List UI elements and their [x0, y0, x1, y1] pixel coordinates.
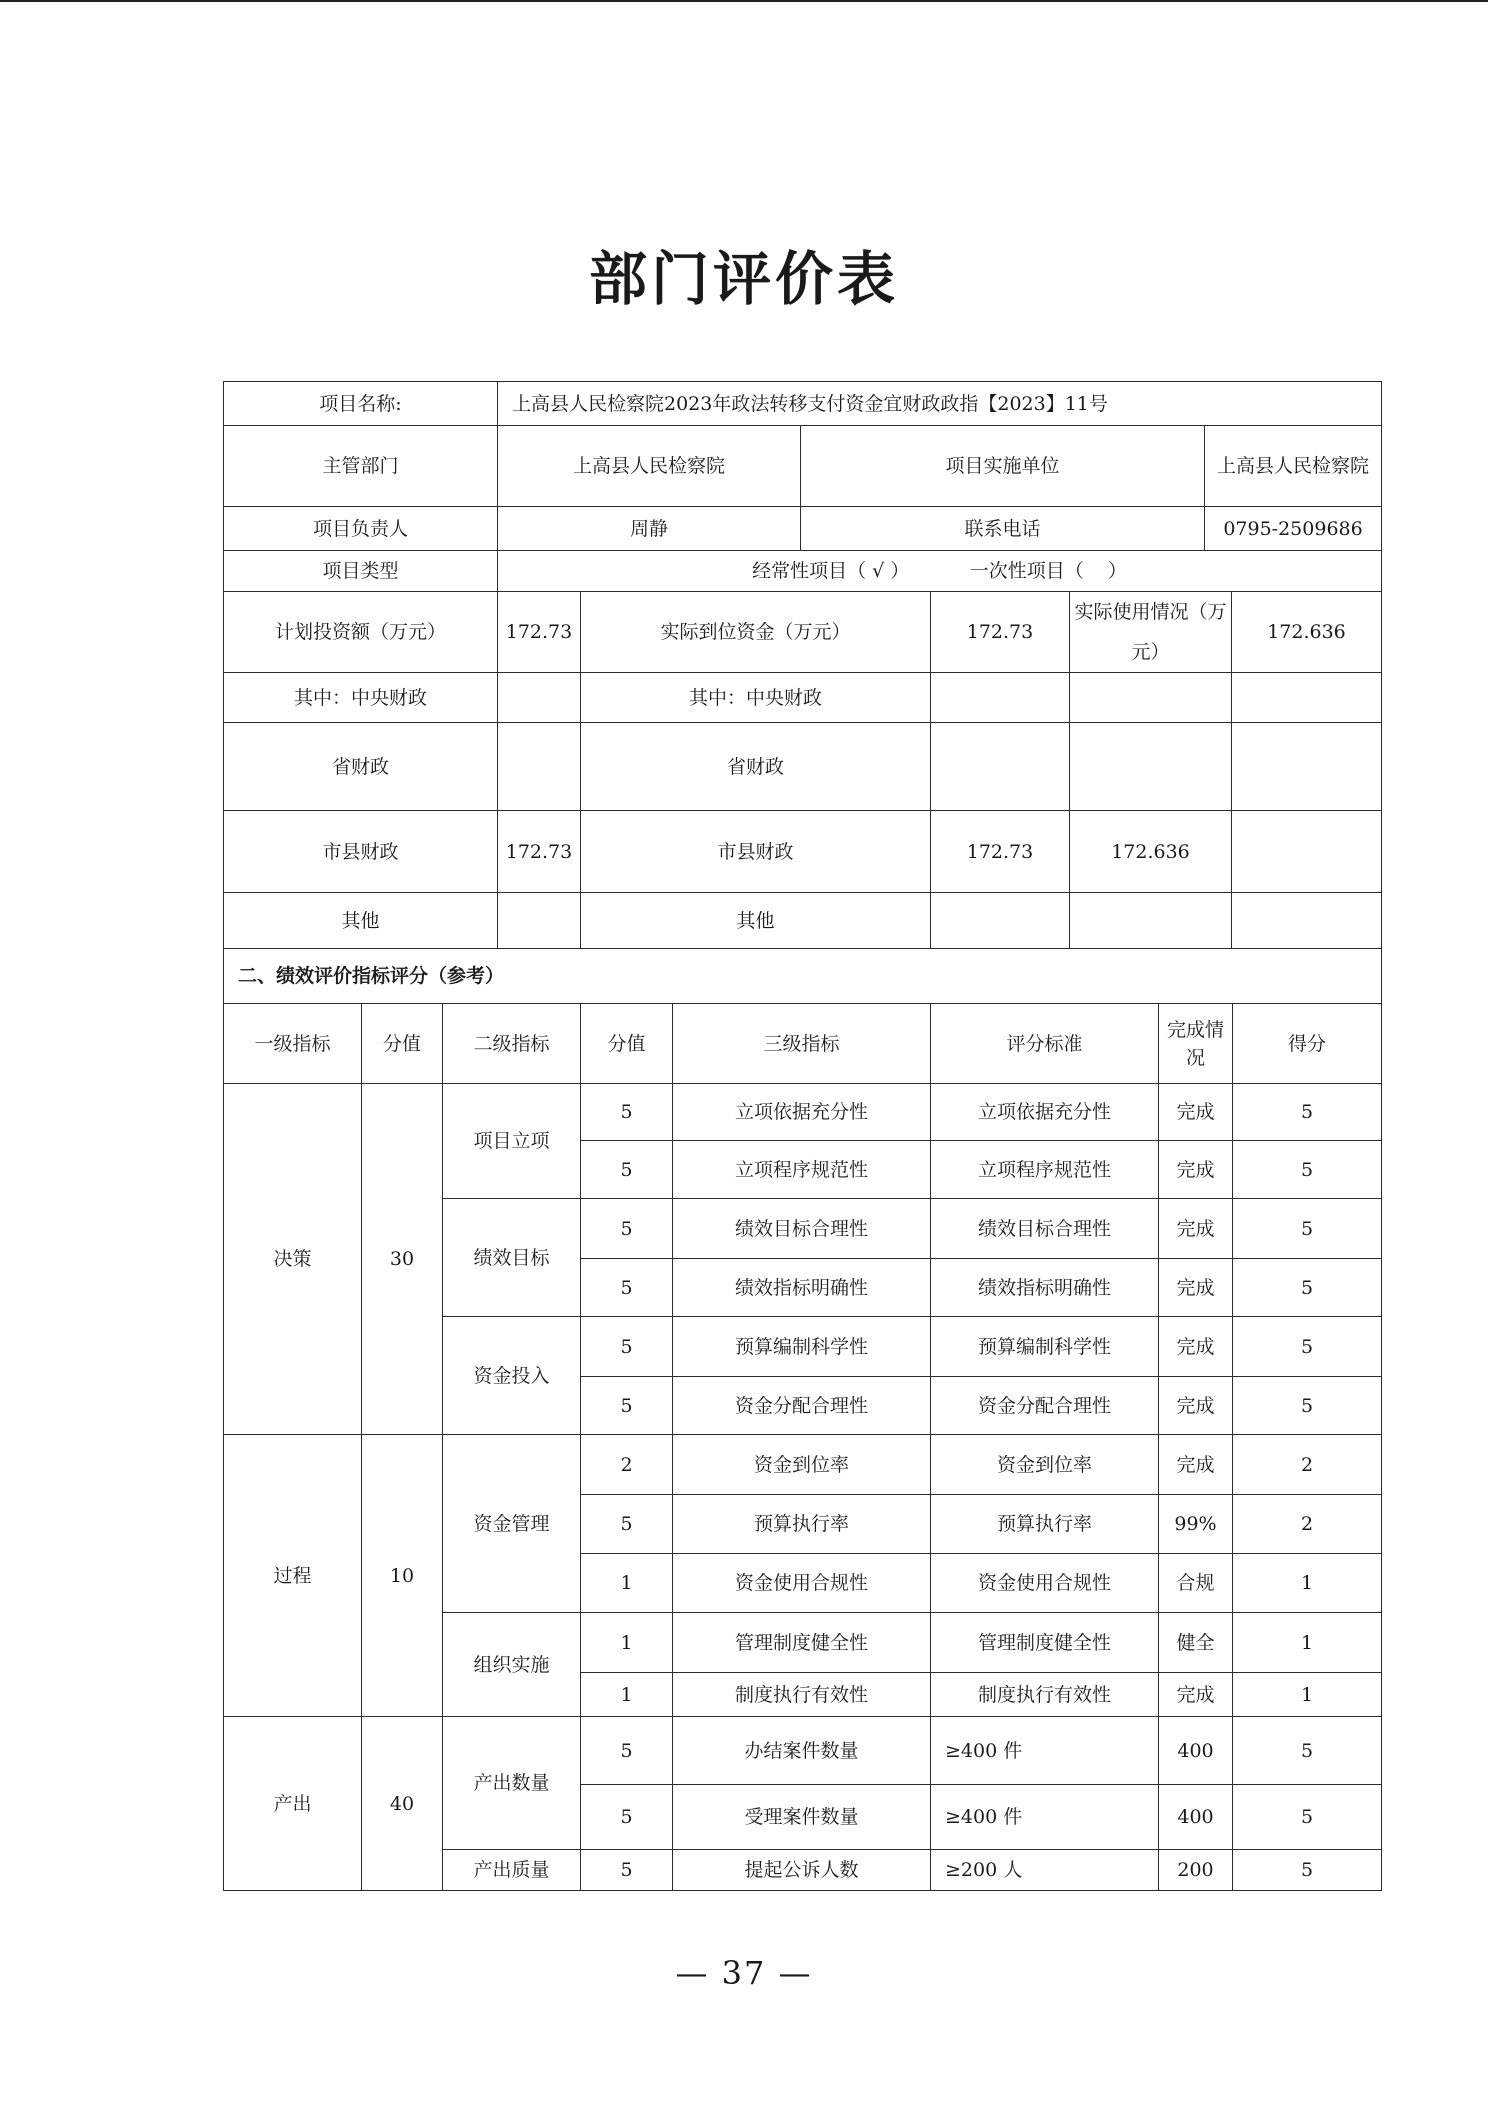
item-score: 5 [581, 1317, 673, 1377]
item-score: 5 [581, 1084, 673, 1141]
level1-cell: 决策 [224, 1084, 362, 1435]
project-name-value: 上高县人民检察院2023年政法转移支付资金宜财政政指【2023】11号 [498, 382, 1382, 426]
level2-cell: 资金投入 [443, 1317, 581, 1435]
item-completion: 完成 [1159, 1141, 1233, 1199]
item-got-score: 5 [1233, 1141, 1382, 1199]
fund-row-label2: 其他 [581, 893, 931, 949]
impl-unit-label: 项目实施单位 [801, 426, 1205, 507]
header-got-score: 得分 [1233, 1004, 1382, 1084]
fund-row-usage [1070, 673, 1232, 723]
item-completion: 400 [1159, 1717, 1233, 1785]
item-level3: 制度执行有效性 [673, 1673, 931, 1717]
usage-label: 实际使用情况（万元） [1070, 592, 1232, 673]
item-standard: 资金使用合规性 [931, 1554, 1159, 1613]
item-level3: 立项程序规范性 [673, 1141, 931, 1199]
fund-row-usage [1070, 723, 1232, 811]
usage-value: 172.636 [1232, 592, 1382, 673]
header-level1: 一级指标 [224, 1004, 362, 1084]
plan-invest-value: 172.73 [498, 592, 581, 673]
item-completion: 99% [1159, 1495, 1233, 1554]
project-name-label: 项目名称: [224, 382, 498, 426]
level2-cell: 产出数量 [443, 1717, 581, 1850]
item-standard: 立项依据充分性 [931, 1084, 1159, 1141]
item-score: 5 [581, 1141, 673, 1199]
item-standard: 资金到位率 [931, 1435, 1159, 1495]
header-score2: 分值 [581, 1004, 673, 1084]
item-standard: ≥400 件 [931, 1717, 1159, 1785]
fund-row-label: 其他 [224, 893, 498, 949]
fund-row-plan [498, 723, 581, 811]
fund-row-label2: 其中：中央财政 [581, 673, 931, 723]
item-completion: 完成 [1159, 1084, 1233, 1141]
item-score: 2 [581, 1435, 673, 1495]
item-got-score: 5 [1233, 1785, 1382, 1850]
item-completion: 200 [1159, 1850, 1233, 1891]
item-standard: 立项程序规范性 [931, 1141, 1159, 1199]
item-got-score: 5 [1233, 1850, 1382, 1891]
item-level3: 绩效目标合理性 [673, 1199, 931, 1259]
item-standard: 管理制度健全性 [931, 1613, 1159, 1673]
item-level3: 办结案件数量 [673, 1717, 931, 1785]
item-score: 5 [581, 1850, 673, 1891]
item-level3: 资金到位率 [673, 1435, 931, 1495]
fund-row-usage [1070, 893, 1232, 949]
item-got-score: 5 [1233, 1199, 1382, 1259]
project-type-label: 项目类型 [224, 551, 498, 592]
item-completion: 完成 [1159, 1377, 1233, 1435]
item-level3: 管理制度健全性 [673, 1613, 931, 1673]
plan-invest-label: 计划投资额（万元） [224, 592, 498, 673]
item-score: 5 [581, 1495, 673, 1554]
item-score: 5 [581, 1199, 673, 1259]
item-standard: 制度执行有效性 [931, 1673, 1159, 1717]
fund-row-extra [1232, 893, 1382, 949]
header-level3: 三级指标 [673, 1004, 931, 1084]
dept-label: 主管部门 [224, 426, 498, 507]
actual-funds-value: 172.73 [931, 592, 1070, 673]
fund-row-plan [498, 893, 581, 949]
impl-unit-value: 上高县人民检察院 [1205, 426, 1382, 507]
level2-cell: 绩效目标 [443, 1199, 581, 1317]
level2-cell: 产出质量 [443, 1850, 581, 1891]
item-level3: 立项依据充分性 [673, 1084, 931, 1141]
item-completion: 完成 [1159, 1199, 1233, 1259]
item-score: 5 [581, 1377, 673, 1435]
phone-label: 联系电话 [801, 507, 1205, 551]
phone-value: 0795-2509686 [1205, 507, 1382, 551]
fund-row-extra [1232, 811, 1382, 893]
item-level3: 提起公诉人数 [673, 1850, 931, 1891]
fund-row-label: 市县财政 [224, 811, 498, 893]
dept-value: 上高县人民检察院 [498, 426, 801, 507]
item-got-score: 5 [1233, 1084, 1382, 1141]
item-got-score: 2 [1233, 1435, 1382, 1495]
item-level3: 受理案件数量 [673, 1785, 931, 1850]
item-completion: 健全 [1159, 1613, 1233, 1673]
level1-cell: 产出 [224, 1717, 362, 1891]
item-level3: 预算编制科学性 [673, 1317, 931, 1377]
item-standard: 预算编制科学性 [931, 1317, 1159, 1377]
page-title: 部门评价表 [588, 245, 899, 313]
level1-score: 40 [362, 1717, 443, 1891]
item-got-score: 1 [1233, 1673, 1382, 1717]
fund-row-actual: 172.73 [931, 811, 1070, 893]
item-score: 1 [581, 1673, 673, 1717]
header-standard: 评分标准 [931, 1004, 1159, 1084]
header-completion: 完成情况 [1159, 1004, 1233, 1084]
fund-row-actual [931, 673, 1070, 723]
level1-score: 10 [362, 1435, 443, 1717]
fund-row-usage: 172.636 [1070, 811, 1232, 893]
item-completion: 完成 [1159, 1435, 1233, 1495]
fund-row-label2: 市县财政 [581, 811, 931, 893]
level2-cell: 项目立项 [443, 1084, 581, 1199]
header-level2: 二级指标 [443, 1004, 581, 1084]
leader-value: 周静 [498, 507, 801, 551]
fund-row-extra [1232, 673, 1382, 723]
item-score: 1 [581, 1554, 673, 1613]
item-level3: 预算执行率 [673, 1495, 931, 1554]
fund-row-label: 省财政 [224, 723, 498, 811]
item-standard: 资金分配合理性 [931, 1377, 1159, 1435]
perf-section-title: 二、绩效评价指标评分（参考） [224, 949, 1382, 1004]
page-number: — 37 — [675, 1954, 813, 1992]
fund-row-label2: 省财政 [581, 723, 931, 811]
item-standard: ≥200 人 [931, 1850, 1159, 1891]
item-got-score: 1 [1233, 1554, 1382, 1613]
leader-label: 项目负责人 [224, 507, 498, 551]
level2-cell: 组织实施 [443, 1613, 581, 1717]
item-got-score: 5 [1233, 1377, 1382, 1435]
item-completion: 合规 [1159, 1554, 1233, 1613]
item-standard: 绩效目标合理性 [931, 1199, 1159, 1259]
item-completion: 完成 [1159, 1673, 1233, 1717]
item-level3: 绩效指标明确性 [673, 1259, 931, 1317]
actual-funds-label: 实际到位资金（万元） [581, 592, 931, 673]
item-level3: 资金使用合规性 [673, 1554, 931, 1613]
fund-row-label: 其中：中央财政 [224, 673, 498, 723]
item-standard: ≥400 件 [931, 1785, 1159, 1850]
item-completion: 完成 [1159, 1317, 1233, 1377]
item-completion: 完成 [1159, 1259, 1233, 1317]
item-score: 5 [581, 1717, 673, 1785]
item-got-score: 5 [1233, 1317, 1382, 1377]
item-got-score: 5 [1233, 1259, 1382, 1317]
fund-row-plan: 172.73 [498, 811, 581, 893]
level1-cell: 过程 [224, 1435, 362, 1717]
item-got-score: 1 [1233, 1613, 1382, 1673]
item-completion: 400 [1159, 1785, 1233, 1850]
item-got-score: 5 [1233, 1717, 1382, 1785]
item-score: 5 [581, 1785, 673, 1850]
funding-table [223, 591, 1382, 1004]
project-info-table [223, 381, 1382, 592]
item-level3: 资金分配合理性 [673, 1377, 931, 1435]
performance-table [223, 1003, 1382, 1891]
level1-score: 30 [362, 1084, 443, 1435]
level2-cell: 资金管理 [443, 1435, 581, 1613]
fund-row-extra [1232, 723, 1382, 811]
item-got-score: 2 [1233, 1495, 1382, 1554]
item-standard: 预算执行率 [931, 1495, 1159, 1554]
fund-row-plan [498, 673, 581, 723]
header-score: 分值 [362, 1004, 443, 1084]
item-score: 5 [581, 1259, 673, 1317]
project-type-value: 经常性项目（ √ ） 一次性项目（ ） [498, 551, 1382, 592]
fund-row-actual [931, 893, 1070, 949]
fund-row-actual [931, 723, 1070, 811]
item-standard: 绩效指标明确性 [931, 1259, 1159, 1317]
item-score: 1 [581, 1613, 673, 1673]
top-border-line [0, 0, 1488, 2]
